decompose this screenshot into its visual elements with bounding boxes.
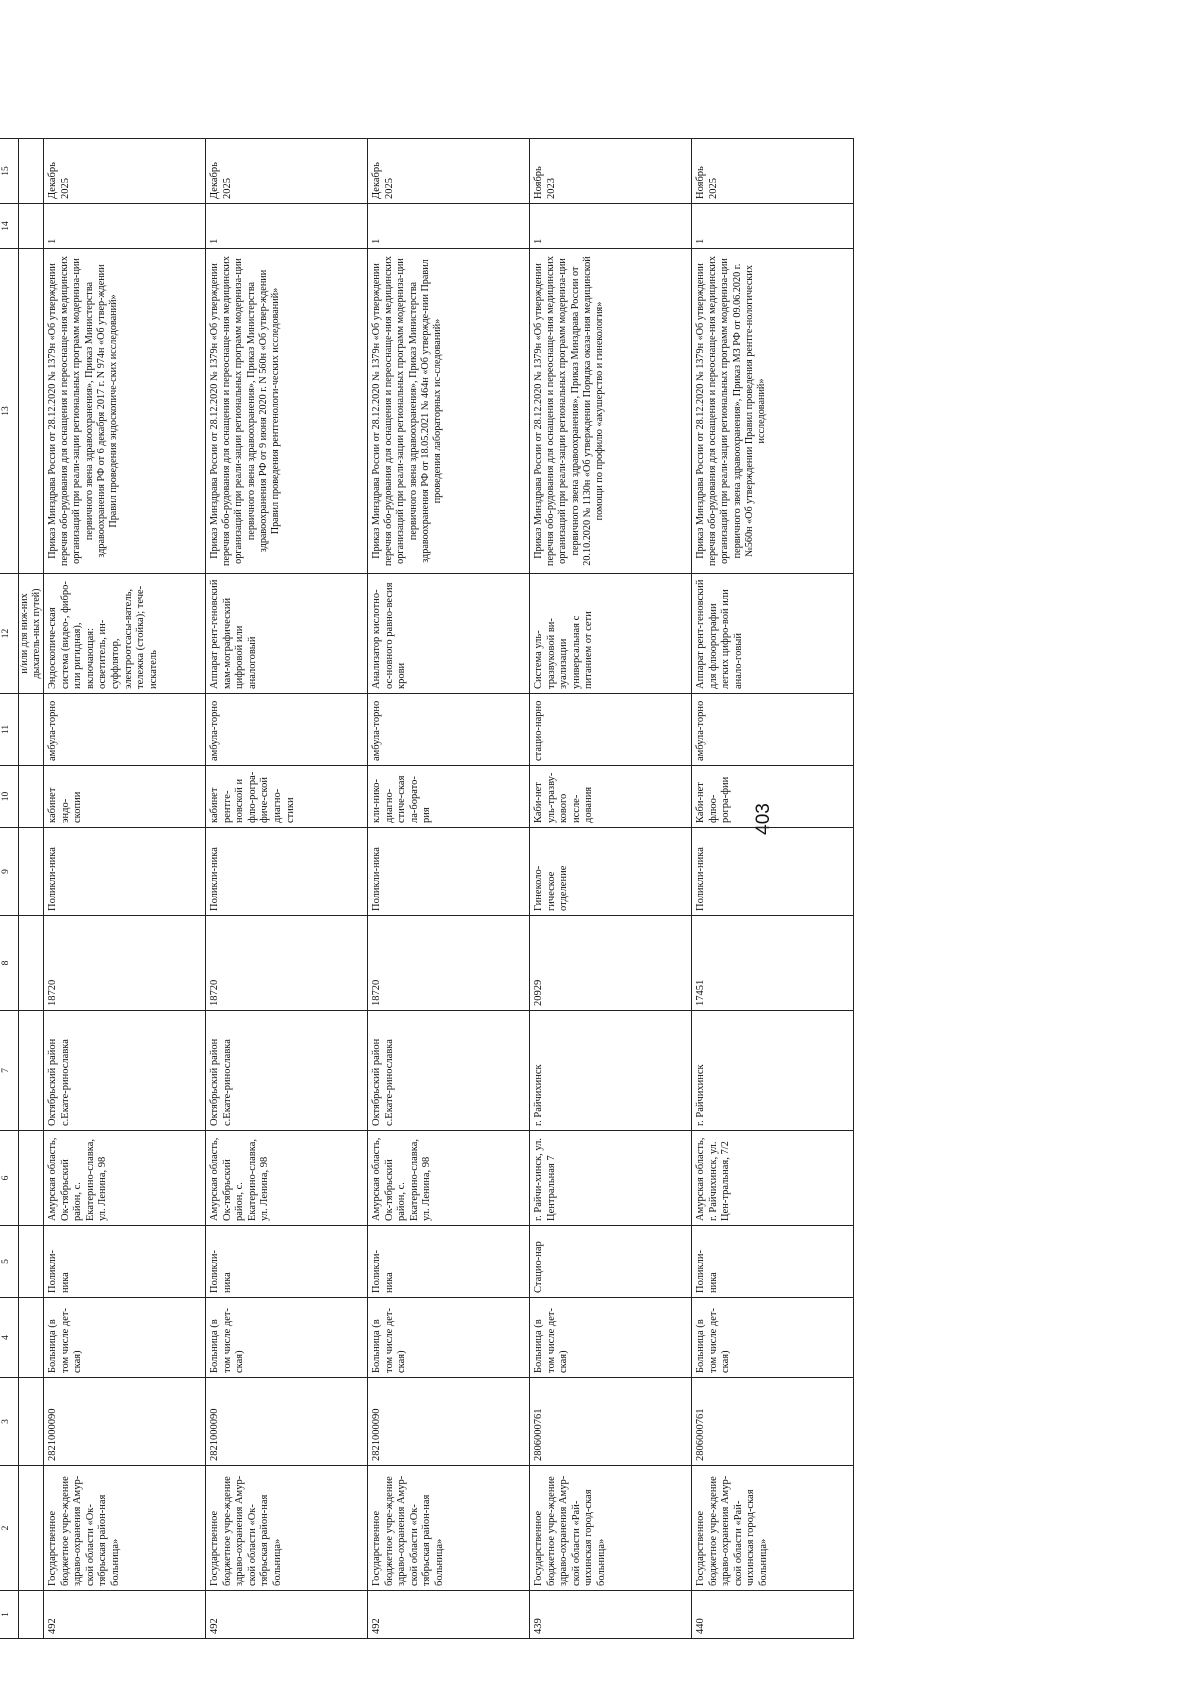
equipment: Аппарат рент-геновский мам-мографический цифровой или аналоговый [206,574,368,694]
column-number: 1 [0,1591,19,1639]
org-code: 2821000090 [368,1378,530,1466]
row-number: 492 [368,1591,530,1639]
address: г. Райчи-хинск, ул. Центральная 7 [530,1131,692,1226]
care-conditions: амбула-торно [368,694,530,766]
org-code: 2806000761 [530,1378,692,1466]
organization-name: Государственное бюджетное учре-ждение здраво-охранения Амур-ской области «Ок-тябрьская район-ная больница» [44,1466,206,1591]
equipment: Анализатор кислотно-ос-новного равно-весия крови [368,574,530,694]
cabinet: Каби-нет уль-тразву-кового иссле-дования [530,766,692,828]
equipment-table [0,138,854,1639]
column-number-row [0,139,19,1639]
locality: Октябрьский район с.Екате-ринославка [206,1011,368,1131]
org-type: Больница (в том числе дет-ская) [44,1298,206,1378]
deadline: Декабрь 2025 [368,139,530,204]
row-number: 439 [530,1591,692,1639]
address: Амурская область, Ок-тябрьский район, с. Екатерино-славка, ул. Ленина, 98 [206,1131,368,1226]
deadline: Ноябрь 2025 [692,139,854,204]
department: Поликли-ника [206,828,368,916]
subdivision-type: Поликли-ника [44,1226,206,1298]
column-number: 6 [0,1131,19,1226]
column-number: 3 [0,1378,19,1466]
care-conditions: амбула-торно [44,694,206,766]
equipment: Эндоскопиче-ская система (видео-, фибро- или ригидная), включающая: осветитель, ин-суффлятор, электроотсасы-ватель, тележка (стойка); тече-искатель [44,574,206,694]
table-row [530,139,692,1639]
subdivision-type: Стацио-нар [530,1226,692,1298]
regulation: Приказ Минздрава России от 28.12.2020 № 1379н «Об утверждении перечня обо-рудования для оснащения и переоснаще-ния медицинских организаций при реали-зации региональных программ модерниза-ции первичного звена здравоохранения», Приказ МЗ РФ от 09.06.2020 г. №560н «Об утверждении Правил проведения рентге-нологических исследований» [692,249,854,574]
deadline: Ноябрь 2023 [530,139,692,204]
deadline: Декабрь 2025 [44,139,206,204]
population: 17451 [692,916,854,1011]
population: 20929 [530,916,692,1011]
department: Поликли-ника [44,828,206,916]
department: Гинеколо-гическое отделение [530,828,692,916]
column-number: 12 [0,574,19,694]
population: 18720 [368,916,530,1011]
locality: Октябрьский район с.Екате-ринославка [368,1011,530,1131]
org-type: Больница (в том числе дет-ская) [530,1298,692,1378]
cabinet: кабинет рентге-новской и флю-рогра-фиче-ской диагно-стики [206,766,368,828]
row-number: 440 [692,1591,854,1639]
cabinet: Каби-нет флюо-рогра-фии [692,766,854,828]
address: Амурская область, Ок-тябрьский район, с. Екатерино-славка, ул. Ленина, 98 [44,1131,206,1226]
column-number: 10 [0,766,19,828]
department: Поликли-ника [692,828,854,916]
subdivision-type: Поликли-ника [206,1226,368,1298]
org-type: Больница (в том числе дет-ская) [368,1298,530,1378]
equipment: Система уль-тразвуковой ви-зуализации универсальная с питанием от сети [530,574,692,694]
continued-header-text: и/или для ниж-них дыхатель-ных путей) [19,574,44,694]
care-conditions: амбула-торно [206,694,368,766]
org-code: 2806000761 [692,1378,854,1466]
column-number: 8 [0,916,19,1011]
regulation: Приказ Минздрава России от 28.12.2020 № 1379н «Об утверждении перечня обо-рудования для оснащения и переоснаще-ния медицинских организаций при реали-зации региональных программ модерниза-ции первичного звена здравоохранения», Приказ Минздрава России от 20.10.2020 № 1130н «Об утверждении Порядка оказа-ния медицинской помощи по профилю «акушерство и гинекология» [530,249,692,574]
regulation: Приказ Минздрава России от 28.12.2020 № 1379н «Об утверждении перечня обо-рудования для оснащения и переоснаще-ния медицинских организаций при реали-зации региональных программ модерниза-ции первичного звена здравоохранения», Приказ Министерства здравоохранения РФ от 9 июня 2020 г. N 560н «Об утвер-ждении Правил проведения рентгенологи-ческих исследований» [206,249,368,574]
column-number: 7 [0,1011,19,1131]
row-number: 492 [206,1591,368,1639]
population: 18720 [206,916,368,1011]
table-row [692,139,854,1639]
page-number: 403 [752,803,774,835]
cabinet: кли-нико-диагно-стиче-ская ла-борато-рия [368,766,530,828]
quantity: 1 [530,204,692,249]
subdivision-type: Поликли-ника [692,1226,854,1298]
org-code: 2821000090 [206,1378,368,1466]
deadline: Декабрь 2025 [206,139,368,204]
row-number: 492 [44,1591,206,1639]
column-number: 14 [0,204,19,249]
table-row [44,139,206,1639]
locality: г. Райчихинск [530,1011,692,1131]
regulation: Приказ Минздрава России от 28.12.2020 № 1379н «Об утверждении перечня обо-рудования для оснащения и переоснаще-ния медицинских организаций при реали-зации региональных программ модерниза-ции первичного звена здравоохранения», Приказ Министерства здравоохранения РФ от 6 декабря 2017 г. N 974н «Об утвер-ждении Правил проведения эндоскопиче-ских исследований» [44,249,206,574]
quantity: 1 [44,204,206,249]
org-type: Больница (в том числе дет-ская) [692,1298,854,1378]
organization-name: Государственное бюджетное учре-ждение здраво-охранения Амур-ской области «Ок-тябрьская район-ная больница» [368,1466,530,1591]
regulation: Приказ Минздрава России от 28.12.2020 № 1379н «Об утверждении перечня обо-рудования для оснащения и переоснаще-ния медицинских организаций при реали-зации региональных программ модерниза-ции первичного звена здравоохранения», Приказ Министерства здравоохранения РФ от 18.05.2021 № 464н «Об утвержде-нии Правил проведения лабораторных ис-следований» [368,249,530,574]
quantity: 1 [368,204,530,249]
table-row [368,139,530,1639]
continuation-row [19,139,44,1639]
organization-name: Государственное бюджетное учре-ждение здраво-охранения Амур-ской области «Рай-чихинская город-ская больница» [530,1466,692,1591]
cabinet: кабинет эндо-скопии [44,766,206,828]
quantity: 1 [692,204,854,249]
department: Поликли-ника [368,828,530,916]
table-row [206,139,368,1639]
org-type: Больница (в том числе дет-ская) [206,1298,368,1378]
column-number: 11 [0,694,19,766]
address: Амурская область, Ок-тябрьский район, с. Екатерино-славка, ул. Ленина, 98 [368,1131,530,1226]
care-conditions: амбула-торно [692,694,854,766]
column-number: 9 [0,828,19,916]
care-conditions: стацио-нарно [530,694,692,766]
column-number: 2 [0,1466,19,1591]
population: 18720 [44,916,206,1011]
column-number: 13 [0,249,19,574]
column-number: 5 [0,1226,19,1298]
organization-name: Государственное бюджетное учре-ждение здраво-охранения Амур-ской области «Рай-чихинская город-ская больница» [692,1466,854,1591]
subdivision-type: Поликли-ника [368,1226,530,1298]
address: Амурская область, г. Райчихинск, ул. Цен-тральная, 7/2 [692,1131,854,1226]
column-number: 4 [0,1298,19,1378]
locality: Октябрьский район с.Екате-ринославка [44,1011,206,1131]
equipment: Аппарат рент-геновский для флюорографии легких цифро-вой или анало-говый [692,574,854,694]
column-number: 15 [0,139,19,204]
locality: г. Райчихинск [692,1011,854,1131]
org-code: 2821000090 [44,1378,206,1466]
organization-name: Государственное бюджетное учре-ждение здраво-охранения Амур-ской области «Ок-тябрьская район-ная больница» [206,1466,368,1591]
rotated-table-container [0,139,1130,1639]
quantity: 1 [206,204,368,249]
